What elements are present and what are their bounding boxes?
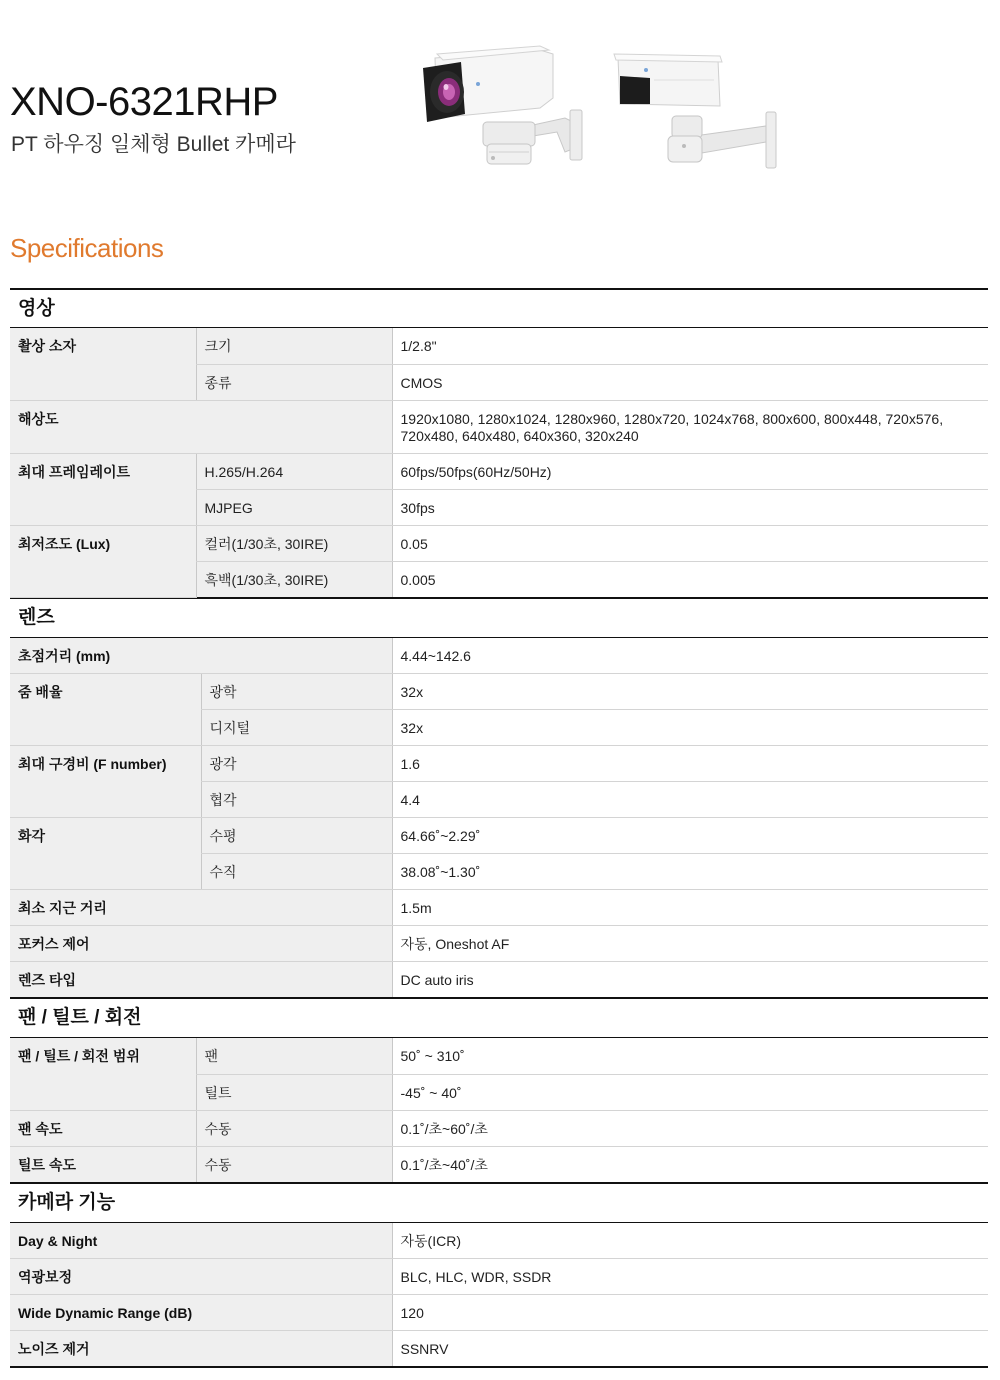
table-row (10, 926, 988, 962)
spec-table-video (10, 328, 988, 598)
row-value: 0.1˚/초~40˚/초 (392, 1146, 988, 1182)
row-value: DC auto iris (392, 962, 988, 998)
table-row (10, 818, 988, 854)
table-row (10, 674, 988, 710)
row-value: 자동, Oneshot AF (392, 926, 988, 962)
row-sublabel: 협각 (201, 782, 392, 818)
row-label: Wide Dynamic Range (dB) (10, 1295, 392, 1331)
spec-sheet (10, 288, 988, 1368)
row-value: 32x (392, 674, 988, 710)
section-title-video: 영상 (10, 288, 988, 328)
camera-front-image (415, 40, 590, 170)
row-label: 팬 속도 (10, 1110, 196, 1146)
row-label: 역광보정 (10, 1259, 392, 1295)
row-value: SSNRV (392, 1331, 988, 1367)
page-header (0, 0, 1000, 263)
row-value: 32x (392, 710, 988, 746)
row-value: 120 (392, 1295, 988, 1331)
row-sublabel: 팬 (196, 1038, 392, 1074)
row-label: 초점거리 (mm) (10, 638, 392, 674)
row-label: 렌즈 타입 (10, 962, 392, 998)
row-sublabel: 크기 (196, 328, 392, 364)
table-row (10, 1259, 988, 1295)
table-row (10, 1038, 988, 1074)
row-sublabel: 수직 (201, 854, 392, 890)
row-label: 팬 / 틸트 / 회전 범위 (10, 1038, 196, 1110)
camera-side-image (610, 50, 785, 172)
row-sublabel: 흑백(1/30초, 30IRE) (196, 561, 392, 597)
table-row (10, 638, 988, 674)
row-value: 1/2.8" (392, 328, 988, 364)
row-label: Day & Night (10, 1223, 392, 1259)
row-sublabel: 컬러(1/30초, 30IRE) (196, 525, 392, 561)
table-row (10, 1295, 988, 1331)
row-label: 포커스 제어 (10, 926, 392, 962)
row-label: 틸트 속도 (10, 1146, 196, 1182)
table-row (10, 525, 988, 561)
row-value: 1.6 (392, 746, 988, 782)
row-sublabel: 수동 (196, 1110, 392, 1146)
table-row (10, 453, 988, 489)
row-sublabel: 틸트 (196, 1074, 392, 1110)
row-value: 1.5m (392, 890, 988, 926)
row-value: BLC, HLC, WDR, SSDR (392, 1259, 988, 1295)
row-label: 촬상 소자 (10, 328, 196, 400)
row-sublabel: 수동 (196, 1146, 392, 1182)
row-value: 0.1˚/초~60˚/초 (392, 1110, 988, 1146)
spec-table-camera-functions (10, 1223, 988, 1368)
row-value: 0.005 (392, 561, 988, 597)
row-value: 0.05 (392, 525, 988, 561)
row-label: 화각 (10, 818, 201, 890)
row-value: CMOS (392, 364, 988, 400)
row-sublabel: H.265/H.264 (196, 453, 392, 489)
row-sublabel: 광학 (201, 674, 392, 710)
row-label: 해상도 (10, 400, 392, 453)
row-label: 최대 구경비 (F number) (10, 746, 201, 818)
resolution-line-1: 1920x1080, 1280x1024, 1280x960, 1280x720, 1024x768, 800x600, 800x448, 720x576, (400, 410, 944, 427)
row-value: 자동(ICR) (392, 1223, 988, 1259)
row-value: 30fps (392, 489, 988, 525)
row-value: 4.4 (392, 782, 988, 818)
table-row (10, 890, 988, 926)
product-subtitle: PT 하우징 일체형 Bullet 카메라 (11, 133, 296, 156)
section-title-pan-tilt: 팬 / 틸트 / 회전 (10, 998, 988, 1038)
row-value: -45˚ ~ 40˚ (392, 1074, 988, 1110)
spec-table-lens (10, 638, 988, 999)
table-row (10, 1146, 988, 1182)
row-sublabel: 디지털 (201, 710, 392, 746)
row-value: 38.08˚~1.30˚ (392, 854, 988, 890)
table-row (10, 400, 988, 453)
row-label: 최소 지근 거리 (10, 890, 392, 926)
row-label: 최저조도 (Lux) (10, 525, 196, 597)
table-row (10, 962, 988, 998)
spec-table-pan-tilt (10, 1038, 988, 1183)
row-label: 최대 프레임레이트 (10, 453, 196, 525)
row-sublabel: 광각 (201, 746, 392, 782)
specifications-heading: Specifications (10, 233, 164, 263)
row-label: 노이즈 제거 (10, 1331, 392, 1367)
row-sublabel: 종류 (196, 364, 392, 400)
row-value: 4.44~142.6 (392, 638, 988, 674)
row-value: 64.66˚~2.29˚ (392, 818, 988, 854)
model-name: XNO-6321RHP (10, 80, 278, 124)
resolution-line-2: 720x480, 640x480, 640x360, 320x240 (400, 427, 639, 444)
table-row (10, 1110, 988, 1146)
table-row (10, 746, 988, 782)
row-label: 줌 배율 (10, 674, 201, 746)
table-row (10, 1223, 988, 1259)
table-row (10, 328, 988, 364)
row-sublabel: MJPEG (196, 489, 392, 525)
row-value: 50˚ ~ 310˚ (392, 1038, 988, 1074)
table-row (10, 1331, 988, 1367)
row-value (392, 400, 988, 453)
row-sublabel: 수평 (201, 818, 392, 854)
section-title-lens: 렌즈 (10, 598, 988, 638)
section-title-camera-functions: 카메라 기능 (10, 1183, 988, 1223)
row-value: 60fps/50fps(60Hz/50Hz) (392, 453, 988, 489)
